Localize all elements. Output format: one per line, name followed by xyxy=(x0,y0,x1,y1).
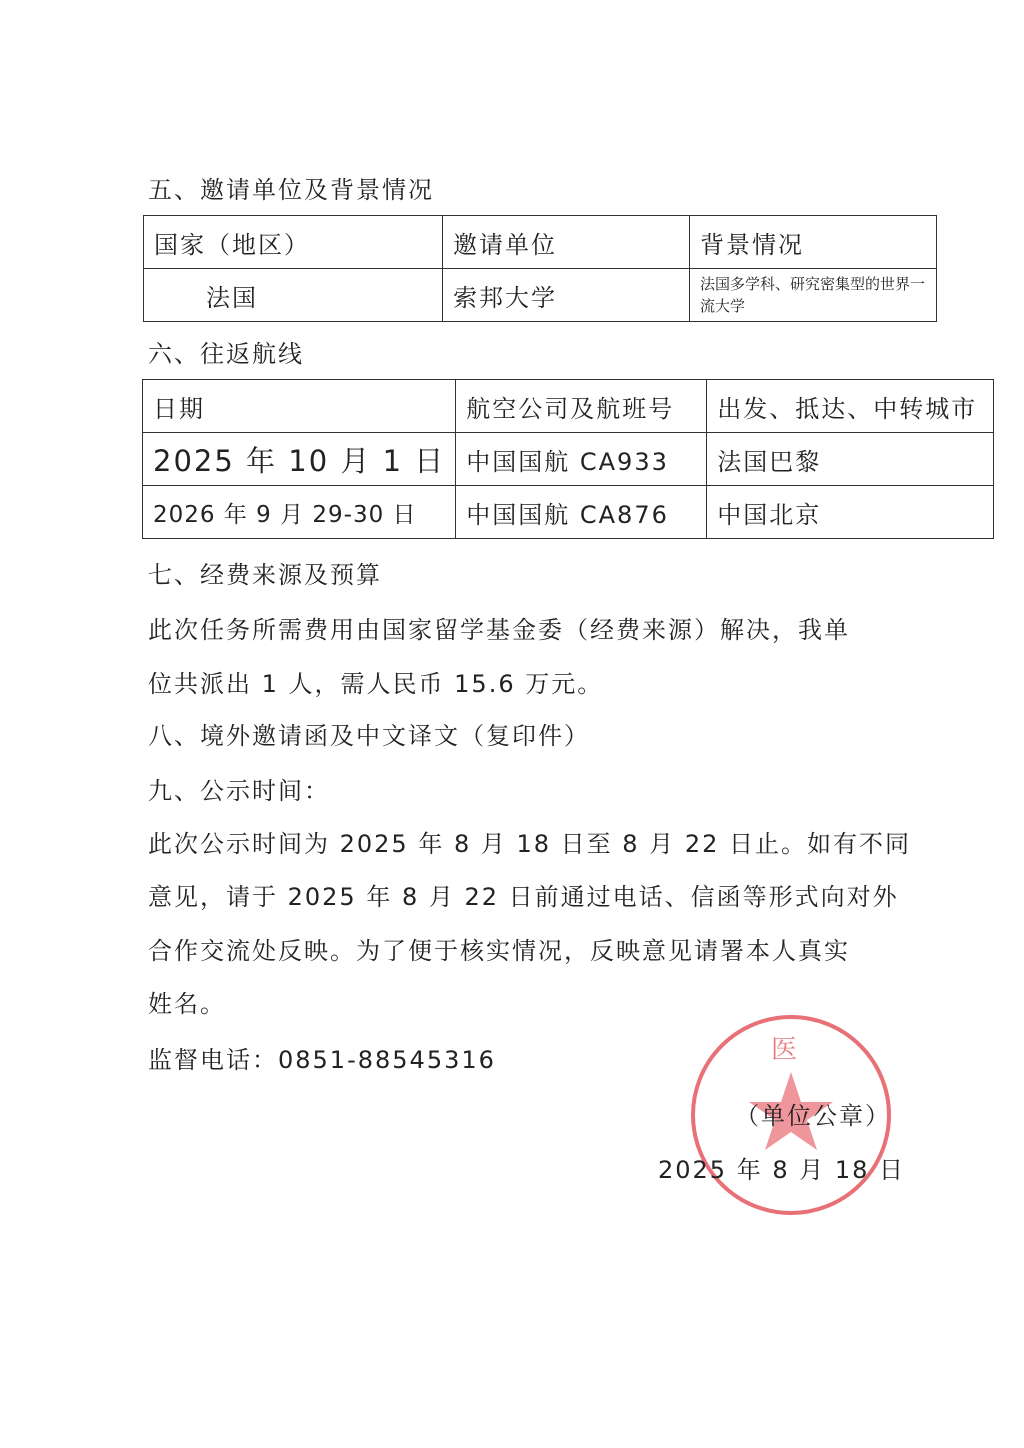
section6-heading: 六、往返航线 xyxy=(148,340,304,368)
table-row xyxy=(143,380,994,433)
section9-paragraph-line: 此次公示时间为 2025 年 8 月 18 日至 8 月 22 日止。如有不同 xyxy=(148,830,911,858)
table-header-cell: 背景情况 xyxy=(690,216,937,269)
document-date: 2025 年 8 月 18 日 xyxy=(658,1156,906,1184)
table-cell: 中国国航 CA876 xyxy=(456,486,707,539)
section7-paragraph-line: 位共派出 1 人，需人民币 15.6 万元。 xyxy=(148,670,604,698)
table-cell: 2026 年 9 月 29-30 日 xyxy=(143,486,456,539)
seal-label: （单位公章） xyxy=(735,1102,891,1130)
section9-paragraph-line: 合作交流处反映。为了便于核实情况，反映意见请署本人真实 xyxy=(148,937,850,965)
section9-paragraph-line: 意见，请于 2025 年 8 月 22 日前通过电话、信函等形式向对外 xyxy=(148,883,899,911)
section7-paragraph-line: 此次任务所需费用由国家留学基金委（经费来源）解决，我单 xyxy=(148,616,850,644)
table-header-cell: 出发、抵达、中转城市 xyxy=(707,380,994,433)
table-header-cell: 航空公司及航班号 xyxy=(456,380,707,433)
section7-heading: 七、经费来源及预算 xyxy=(148,561,382,589)
table-cell: 法国巴黎 xyxy=(707,433,994,486)
table-row xyxy=(143,486,994,539)
table-row xyxy=(144,269,937,322)
table-cell: 2025 年 10 月 1 日 xyxy=(143,433,456,486)
table-cell: 中国国航 CA933 xyxy=(456,433,707,486)
flight-table xyxy=(142,379,994,539)
table-cell: 法国 xyxy=(144,269,443,322)
table-cell: 索邦大学 xyxy=(443,269,690,322)
section8-heading: 八、境外邀请函及中文译文（复印件） xyxy=(148,722,590,750)
section9-paragraph-line: 姓名。 xyxy=(148,990,226,1018)
table-cell: 中国北京 xyxy=(707,486,994,539)
seal-glyph: 医 xyxy=(771,1035,798,1065)
table-cell: 法国多学科、研究密集型的世界一流大学 xyxy=(690,269,937,322)
table-header-cell: 日期 xyxy=(143,380,456,433)
section9-heading: 九、公示时间： xyxy=(148,777,330,805)
section5-heading: 五、邀请单位及背景情况 xyxy=(148,176,434,204)
table-header-cell: 邀请单位 xyxy=(443,216,690,269)
table-row xyxy=(143,433,994,486)
table-row xyxy=(144,216,937,269)
supervision-phone: 监督电话：0851-88545316 xyxy=(148,1046,496,1074)
table-header-cell: 国家（地区） xyxy=(144,216,443,269)
inviter-table xyxy=(143,215,937,322)
